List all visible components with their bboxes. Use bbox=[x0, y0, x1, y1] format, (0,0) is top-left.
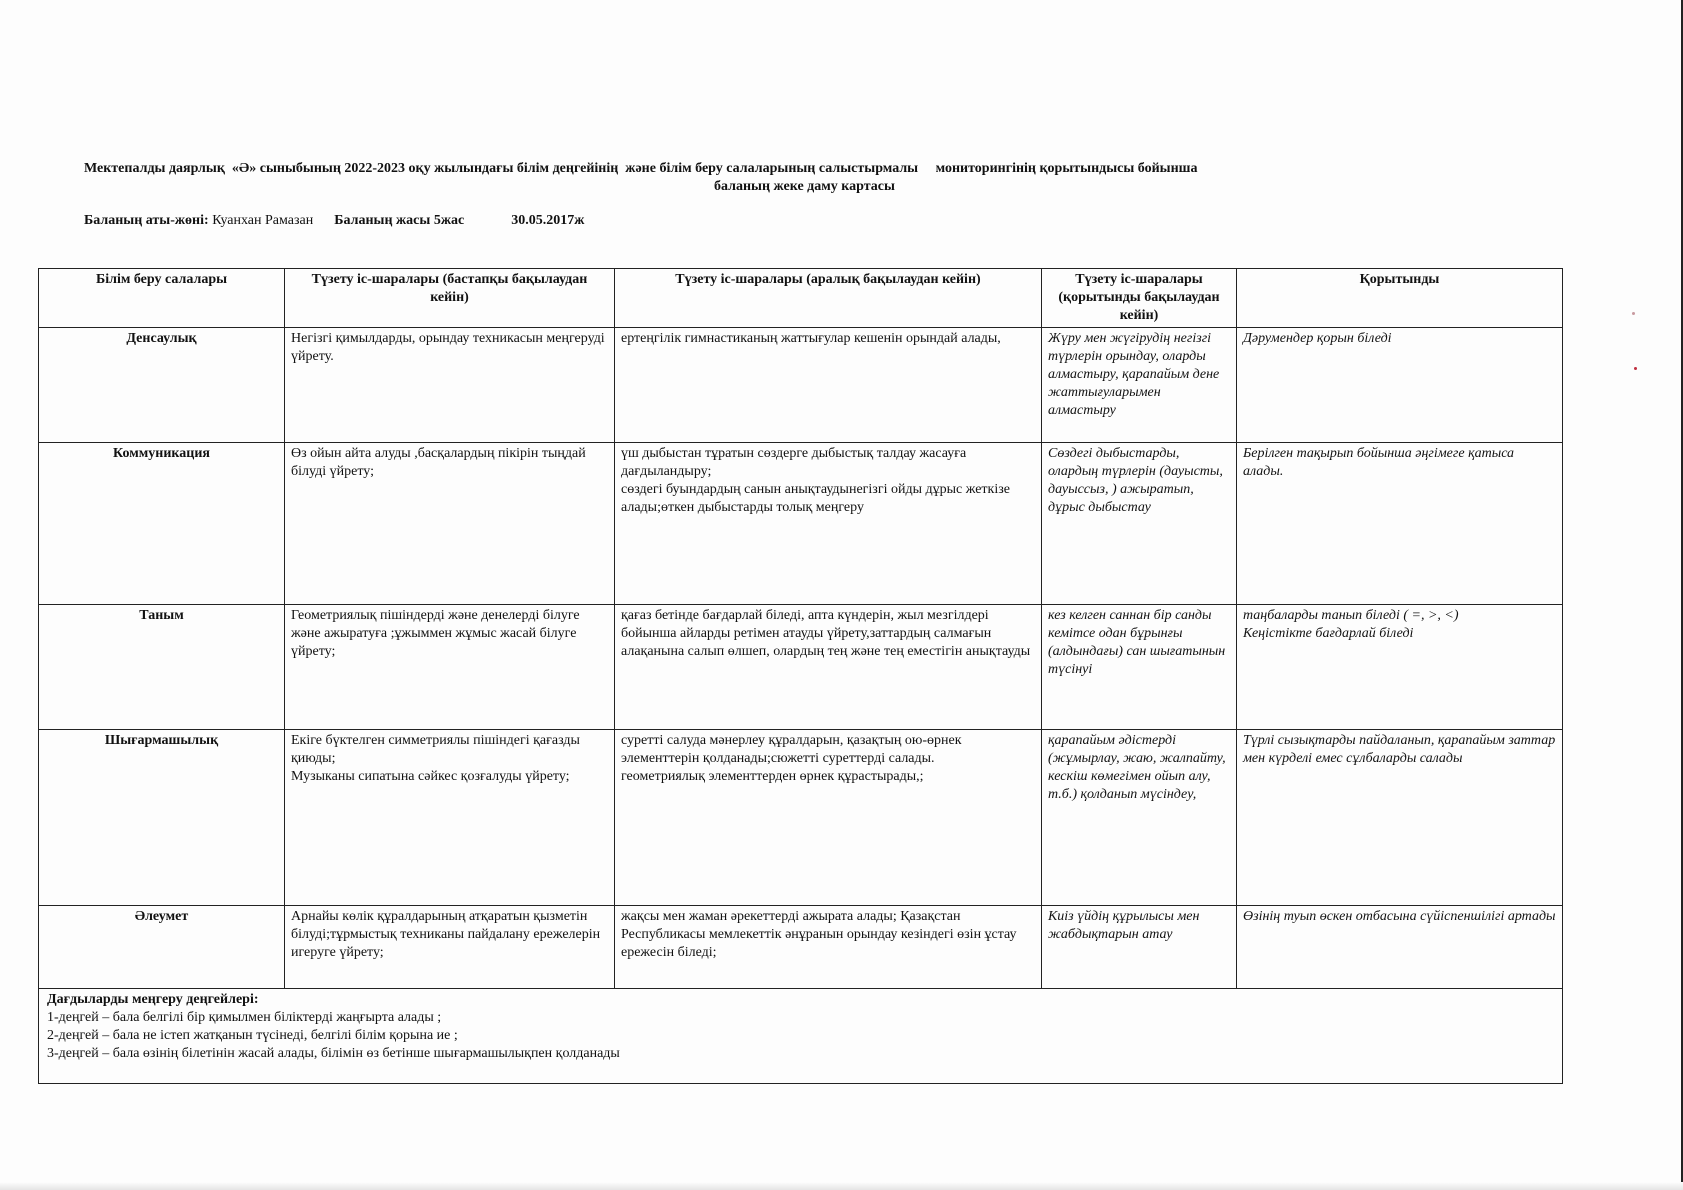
result-cell: Түрлі сызықтарды пайдаланып, қарапайым заттар мен күрделі емес сұлбаларды салады bbox=[1237, 730, 1563, 906]
final-cell: қарапайым әдістерді (жұмырлау, жаю, жалпайту, кескіш көмегімен ойып алу, т.б.) қолданып мүсіндеу, bbox=[1042, 730, 1237, 906]
area-cell: Денсаулық bbox=[39, 328, 285, 443]
area-cell: Таным bbox=[39, 605, 285, 730]
final-cell: Жүру мен жүгірудің негізгі түрлерін орындау, оларды алмастыру, қарапайым дене жаттығуларымен алмастыру bbox=[1042, 328, 1237, 443]
result-cell: Өзінің туып өскен отбасына сүйіспеншілігі артады bbox=[1237, 906, 1563, 989]
header-area: Білім беру салалары bbox=[39, 269, 285, 328]
skill-levels-legend bbox=[39, 989, 1563, 1084]
level-item: 3-деңгей – бала өзінің білетінін жасай алады, білімін өз бетінше шығармашылықпен қолданады bbox=[47, 1046, 620, 1061]
child-birth-date: 30.05.2017ж bbox=[511, 213, 585, 228]
initial-cell: Екіге бүктелген симметриялы пішіндегі қағазды қиюды; Музыканы сипатына сәйкес қозғалуды үйрету; bbox=[285, 730, 615, 906]
result-cell: таңбаларды танып біледі ( =, >, <) Кеңістікте бағдарлай біледі bbox=[1237, 605, 1563, 730]
title-line-1: Мектепалды даярлық «Ә» сыныбының 2022-2023 оқу жылындағы білім деңгейінің және білім беру салаларының салыстырмалы мониторингінің қорытындысы бойынша bbox=[84, 161, 1198, 176]
document-title bbox=[84, 160, 1384, 194]
table-row bbox=[39, 730, 1563, 906]
final-cell: Сөздегі дыбыстарды, олардың түрлерін (дауысты, дауыссыз, ) ажыратып, дұрыс дыбыстау bbox=[1042, 443, 1237, 605]
initial-cell: Өз ойын айта алуды ,басқалардың пікірін тыңдай білуді үйрету; bbox=[285, 443, 615, 605]
table-row bbox=[39, 443, 1563, 605]
result-cell: Берілген тақырып бойынша әңгімеге қатыса алады. bbox=[1237, 443, 1563, 605]
header-final: Түзету іс-шаралары (қорытынды бақылаудан кейін) bbox=[1042, 269, 1237, 328]
area-cell: Коммуникация bbox=[39, 443, 285, 605]
table-row bbox=[39, 328, 1563, 443]
child-age-value: 5жас bbox=[433, 213, 465, 228]
intermediate-cell: ертеңгілік гимнастиканың жаттығулар кешенін орындай алады, bbox=[615, 328, 1042, 443]
table-header-row bbox=[39, 269, 1563, 328]
result-cell: Дәрумендер қорын біледі bbox=[1237, 328, 1563, 443]
child-age-label: Баланың жасы bbox=[334, 213, 431, 228]
header-intermediate: Түзету іс-шаралары (аралық бақылаудан кейін) bbox=[615, 269, 1042, 328]
intermediate-cell: жақсы мен жаман әрекеттерді ажырата алады; Қазақстан Республикасы мемлекеттік әнұранын орындау кезіндегі өзін ұстау ережесін біледі; bbox=[615, 906, 1042, 989]
scan-bottom-edge bbox=[0, 1182, 1683, 1190]
title-line-2: баланың жеке даму картасы bbox=[714, 179, 895, 194]
level-item: 1-деңгей – бала белгілі бір қимылмен біліктерді жаңғырта алады ; bbox=[47, 1010, 442, 1025]
levels-heading: Дағдыларды меңгеру деңгейлері: bbox=[47, 992, 259, 1007]
initial-cell: Арнайы көлік құралдарының атқаратын қызметін білуді;тұрмыстық техниканы пайдалану ережелерін игеруге үйрету; bbox=[285, 906, 615, 989]
level-item: 2-деңгей – бала не істеп жатқанын түсінеді, белгілі білім қорына ие ; bbox=[47, 1028, 458, 1043]
final-cell: Киіз үйдің құрылысы мен жабдықтарын атау bbox=[1042, 906, 1237, 989]
table-row bbox=[39, 906, 1563, 989]
scan-speck bbox=[1632, 312, 1635, 315]
intermediate-cell: суретті салуда мәнерлеу құралдарын, қазақтың ою-өрнек элементтерін қолданады;сюжетті суреттерді салады. геометриялық элементтерден өрнек құрастырады,; bbox=[615, 730, 1042, 906]
intermediate-cell: қағаз бетінде бағдарлай біледі, апта күндерін, жыл мезгілдері бойынша айларды ретімен атауды үйрету,заттардың салмағын алақанына салып өлшеп, олардың тең және тең еместігін анықтауды bbox=[615, 605, 1042, 730]
levels-row bbox=[39, 989, 1563, 1084]
area-cell: Әлеумет bbox=[39, 906, 285, 989]
intermediate-cell: үш дыбыстан тұратын сөздерге дыбыстық талдау жасауға дағдыландыру; сөздегі буындардың санын анықтаудынегізгі ойды дұрыс жеткізе алады;өткен дыбыстарды толық меңгеру bbox=[615, 443, 1042, 605]
initial-cell: Геометриялық пішіндерді және денелерді білуге және ажыратуға ;ұжыммен жұмыс жасай білуге үйрету; bbox=[285, 605, 615, 730]
table-row bbox=[39, 605, 1563, 730]
development-map-table bbox=[38, 268, 1563, 1084]
header-result: Қорытынды bbox=[1237, 269, 1563, 328]
child-info bbox=[84, 213, 584, 229]
child-name-label: Баланың аты-жөні: bbox=[84, 213, 209, 228]
area-cell: Шығармашылық bbox=[39, 730, 285, 906]
scan-speck bbox=[1634, 367, 1637, 370]
header-initial: Түзету іс-шаралары (бастапқы бақылаудан кейін) bbox=[285, 269, 615, 328]
child-name-value: Куанхан Рамазан bbox=[212, 213, 314, 228]
initial-cell: Негізгі қимылдарды, орындау техникасын меңгеруді үйрету. bbox=[285, 328, 615, 443]
final-cell: кез келген саннан бір санды кемітсе одан бұрынғы (алдындағы) сан шығатынын түсінуі bbox=[1042, 605, 1237, 730]
